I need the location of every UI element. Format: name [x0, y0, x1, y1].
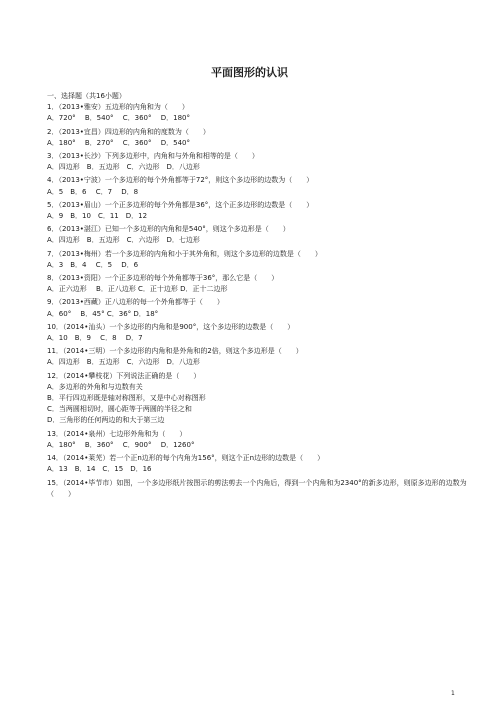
question-options: A．5 B．6 C．7 D．8 — [47, 187, 139, 196]
question-text: 2．（2013•宜昌）四边形的内角和的度数为（ ） — [47, 127, 210, 136]
question-8 — [47, 273, 467, 295]
question-options: A．720° B．540° C．360° D．180° — [47, 114, 190, 123]
question-options: A．180° B．360° C．900° D．1260° — [47, 440, 195, 449]
question-options: A．正六边形 B．正八边形 C．正十边形 D．正十二边形 — [47, 285, 228, 294]
question-2 — [47, 127, 467, 149]
question-13 — [47, 429, 467, 451]
question-5 — [47, 200, 467, 222]
question-options: A．3 B．4 C．5 D．6 — [47, 260, 139, 269]
question-options: A．10 B．9 C．8 D．7 — [47, 334, 143, 343]
question-text: 8．（2013•资阳）一个正多边形的每个外角都等于36°，那么它是（ ） — [47, 274, 279, 283]
question-options: A．180° B．270° C．360° D．540° — [47, 138, 190, 147]
question-15 — [47, 478, 467, 500]
question-option-b: B．平行四边形既是轴对称图形，又是中心对称图形 — [47, 394, 206, 403]
question-text: 14．（2014•莱芜）若一个正n边形的每个内角为156°，则这个正n边形的边数是（ ） — [47, 454, 325, 463]
question-list — [47, 91, 467, 502]
question-option-a: A．多边形的外角和与边数有关 — [47, 382, 143, 391]
question-option-c: C．当两圆相切时，圆心距等于两圆的半径之和 — [47, 405, 192, 414]
question-7 — [47, 249, 467, 271]
question-text: 11．（2014•三明）一个多边形的内角和是外角和的2倍，则这个多边形是（ ） — [47, 347, 303, 356]
question-option-d: D．三角形的任何两边的和大于第三边 — [47, 416, 165, 425]
page-title: 平面图形的认识 — [211, 66, 288, 79]
question-options: A．9 B．10 C．11 D．12 — [47, 212, 148, 221]
question-options: A．四边形 B．五边形 C．六边形 D．八边形 — [47, 358, 200, 367]
question-text: 6．（2013•湛江）已知一个多边形的内角和是540°，则这个多边形是（ ） — [47, 225, 290, 234]
question-options: A．13 B．14 C．15 D．16 — [47, 465, 152, 474]
question-11 — [47, 346, 467, 368]
question-4 — [47, 175, 467, 197]
question-14 — [47, 453, 467, 475]
question-text: 13．（2014•泉州）七边形外角和为（ ） — [47, 429, 187, 438]
question-9 — [47, 297, 467, 319]
question-options: A．四边形 B．五边形 C．六边形 D．七边形 — [47, 236, 200, 245]
page-number: 1 — [451, 690, 455, 697]
question-options: A．四边形 B．五边形 C．六边形 D．八边形 — [47, 163, 200, 172]
question-text: 15．（2014•毕节市）如图，一个多边形纸片按图示的剪法剪去一个内角后，得到一个内角和为2340°的新多边形，则原多边形的边数为（ ） — [47, 478, 467, 498]
question-text: 9．（2013•西藏）正八边形的每一个外角都等于（ ） — [47, 298, 224, 307]
question-text: 4．（2013•宁波）一个多边形的每个外角都等于72°，则这个多边形的边数为（ ） — [47, 176, 314, 185]
question-1 — [47, 102, 467, 124]
question-12 — [47, 371, 467, 427]
question-text: 7．（2013•梅州）若一个多边形的内角和小于其外角和，则这个多边形的边数是（ ） — [47, 249, 322, 258]
question-3 — [47, 151, 467, 173]
question-text: 3．（2013•长沙）下列多边形中，内角和与外角和相等的是（ ） — [47, 152, 259, 161]
question-options: A．60° B．45° C．36° D．18° — [47, 309, 159, 318]
question-text: 12．（2014•攀枝花）下列说法正确的是（ ） — [47, 371, 201, 380]
question-text: 1．（2013•雅安）五边形的内角和为（ ） — [47, 103, 189, 112]
question-text: 10．（2014•汕头）一个多边形的内角和是900°，这个多边形的边数是（ ） — [47, 322, 295, 331]
question-text: 5．（2013•眉山）一个正多边形的每个外角都是36°，这个正多边形的边数是（ ） — [47, 200, 314, 209]
section-header: 一、选择题（共16小题） — [47, 92, 126, 100]
question-10 — [47, 322, 467, 344]
question-6 — [47, 224, 467, 246]
